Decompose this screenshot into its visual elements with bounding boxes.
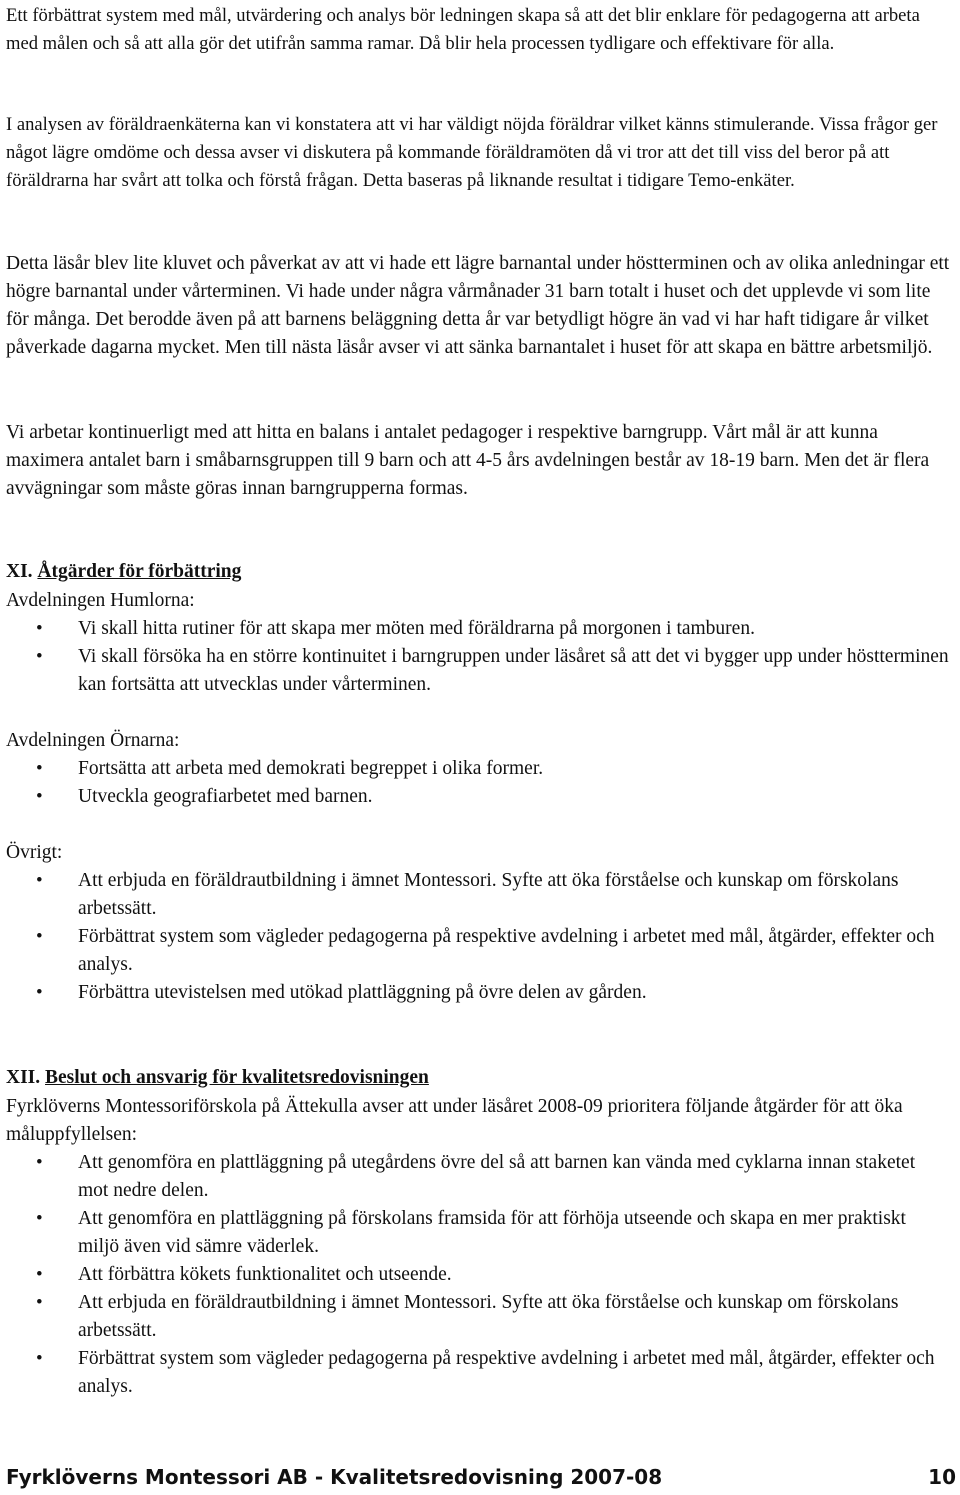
paragraph-goals: Ett förbättrat system med mål, utvärdering och analys bör ledningen skapa så att det blir enklare för pedagogerna att arbeta med målen och så att alla gör det utifrån samma ramar. Då blir hela processen tydligare och effektivare för alla. [6, 5, 920, 54]
list-item-text: Fortsätta att arbeta med demokrati begreppet i olika former. [78, 758, 544, 779]
list-ornarna [0, 755, 950, 811]
bullet-icon: • [36, 870, 43, 891]
list-item [0, 1261, 950, 1289]
list-item [0, 867, 950, 923]
section-number: XII. [6, 1067, 41, 1088]
list-item [0, 979, 950, 1007]
list-item [0, 755, 950, 783]
list-humlorna [0, 615, 950, 699]
list-item [0, 783, 950, 811]
bullet-icon: • [36, 646, 43, 667]
bullet-icon: • [36, 618, 43, 639]
list-item [0, 923, 950, 979]
list-item-text: Att genomföra en plattläggning på förskolans framsida för att förhöja utseende och skapa en mer praktiskt miljö även vid sämre väderlek. [78, 1208, 906, 1257]
list-item-text: Förbättrat system som vägleder pedagogerna på respektive avdelning i arbetet med mål, åtgärder, effekter och analys. [78, 926, 935, 975]
list-item [0, 1149, 950, 1205]
paragraph-parent-survey: I analysen av föräldraenkäterna kan vi konstatera att vi har väldigt nöjda föräldrar vilket känns stimulerande. Vissa frågor ger något lägre omdöme och dessa avser vi diskutera på kommande föräldramöten då vi tror att det till viss del beror på att föräldrarna har svårt att tolka och förstå frågan. Detta baseras på liknande resultat i tidigare Temo-enkäter. [6, 114, 938, 191]
page-number: 10 [928, 1465, 956, 1489]
list-item-text: Förbättra utevistelsen med utökad plattläggning på övre delen av gården. [78, 982, 647, 1003]
paragraph-child-count: Detta läsår blev lite kluvet och påverkat av att vi hade ett lägre barnantal under höstterminen och av olika anledningar ett högre barnantal under vårterminen. Vi hade under några vårmånader 31 barn totalt i huset och det upplevde vi som lite för många. Det berodde även på att barnens beläggning detta år var betydligt högre än vad vi har haft tidigare år vilket påverkade dagarna mycket. Men till nästa läsår avser vi att sänka barnantalet i huset för att skapa en bättre arbetsmiljö. [6, 253, 950, 358]
paragraph-staff-balance: Vi arbetar kontinuerligt med att hitta en balans i antalet pedagoger i respektive barngrupp. Vårt mål är att kunna maximera antalet barn i småbarnsgruppen till 9 barn och att 4-5 års avdelningen består av 18-19 barn. Men det är flera avvägningar som måste göras innan barngrupperna formas. [6, 422, 930, 499]
footer-text: Fyrklöverns Montessori AB - Kvalitetsredovisning 2007-08 [6, 1465, 663, 1489]
bullet-icon: • [36, 786, 43, 807]
paragraph-decision-intro: Fyrklöverns Montessoriförskola på Ättekulla avser att under läsåret 2008-09 prioritera följande åtgärder för att öka måluppfyllelsen: [6, 1096, 903, 1145]
list-priorities [0, 1149, 950, 1401]
bullet-icon: • [36, 982, 43, 1003]
bullet-icon: • [36, 1152, 43, 1173]
list-item-text: Att erbjuda en föräldrautbildning i ämnet Montessori. Syfte att öka förståelse och kunskap om förskolans arbetssätt. [78, 1292, 899, 1341]
bullet-icon: • [36, 1292, 43, 1313]
list-item [0, 1205, 950, 1261]
bullet-icon: • [36, 1348, 43, 1369]
subheading-ornarna: Avdelningen Örnarna: [6, 730, 180, 751]
list-item-text: Utveckla geografiarbetet med barnen. [78, 786, 373, 807]
list-item [0, 615, 950, 643]
bullet-icon: • [36, 1208, 43, 1229]
section-heading-11 [6, 558, 241, 586]
list-item [0, 1345, 950, 1401]
list-item-text: Vi skall försöka ha en större kontinuitet i barngruppen under läsåret så att det vi bygger upp under höstterminen kan fortsätta att utvecklas under vårterminen. [78, 646, 949, 695]
bullet-icon: • [36, 758, 43, 779]
list-item-text: Att genomföra en plattläggning på utegårdens övre del så att barnen kan vända med cyklarna innan staketet mot nedre delen. [78, 1152, 916, 1201]
subheading-ovrigt: Övrigt: [6, 842, 63, 863]
subheading-humlorna: Avdelningen Humlorna: [6, 590, 195, 611]
section-number: XI. [6, 561, 33, 582]
section-title: Åtgärder för förbättring [37, 561, 242, 582]
bullet-icon: • [36, 926, 43, 947]
section-title: Beslut och ansvarig för kvalitetsredovisningen [45, 1067, 429, 1088]
list-ovrigt [0, 867, 950, 1007]
list-item-text: Vi skall hitta rutiner för att skapa mer möten med föräldrarna på morgonen i tamburen. [78, 618, 755, 639]
section-heading-12 [6, 1064, 429, 1092]
list-item-text: Att förbättra kökets funktionalitet och utseende. [78, 1264, 452, 1285]
list-item [0, 643, 950, 699]
list-item-text: Förbättrat system som vägleder pedagogerna på respektive avdelning i arbetet med mål, åtgärder, effekter och analys. [78, 1348, 935, 1397]
list-item [0, 1289, 950, 1345]
list-item-text: Att erbjuda en föräldrautbildning i ämnet Montessori. Syfte att öka förståelse och kunskap om förskolans arbetssätt. [78, 870, 899, 919]
bullet-icon: • [36, 1264, 43, 1285]
page-footer [6, 1463, 956, 1491]
